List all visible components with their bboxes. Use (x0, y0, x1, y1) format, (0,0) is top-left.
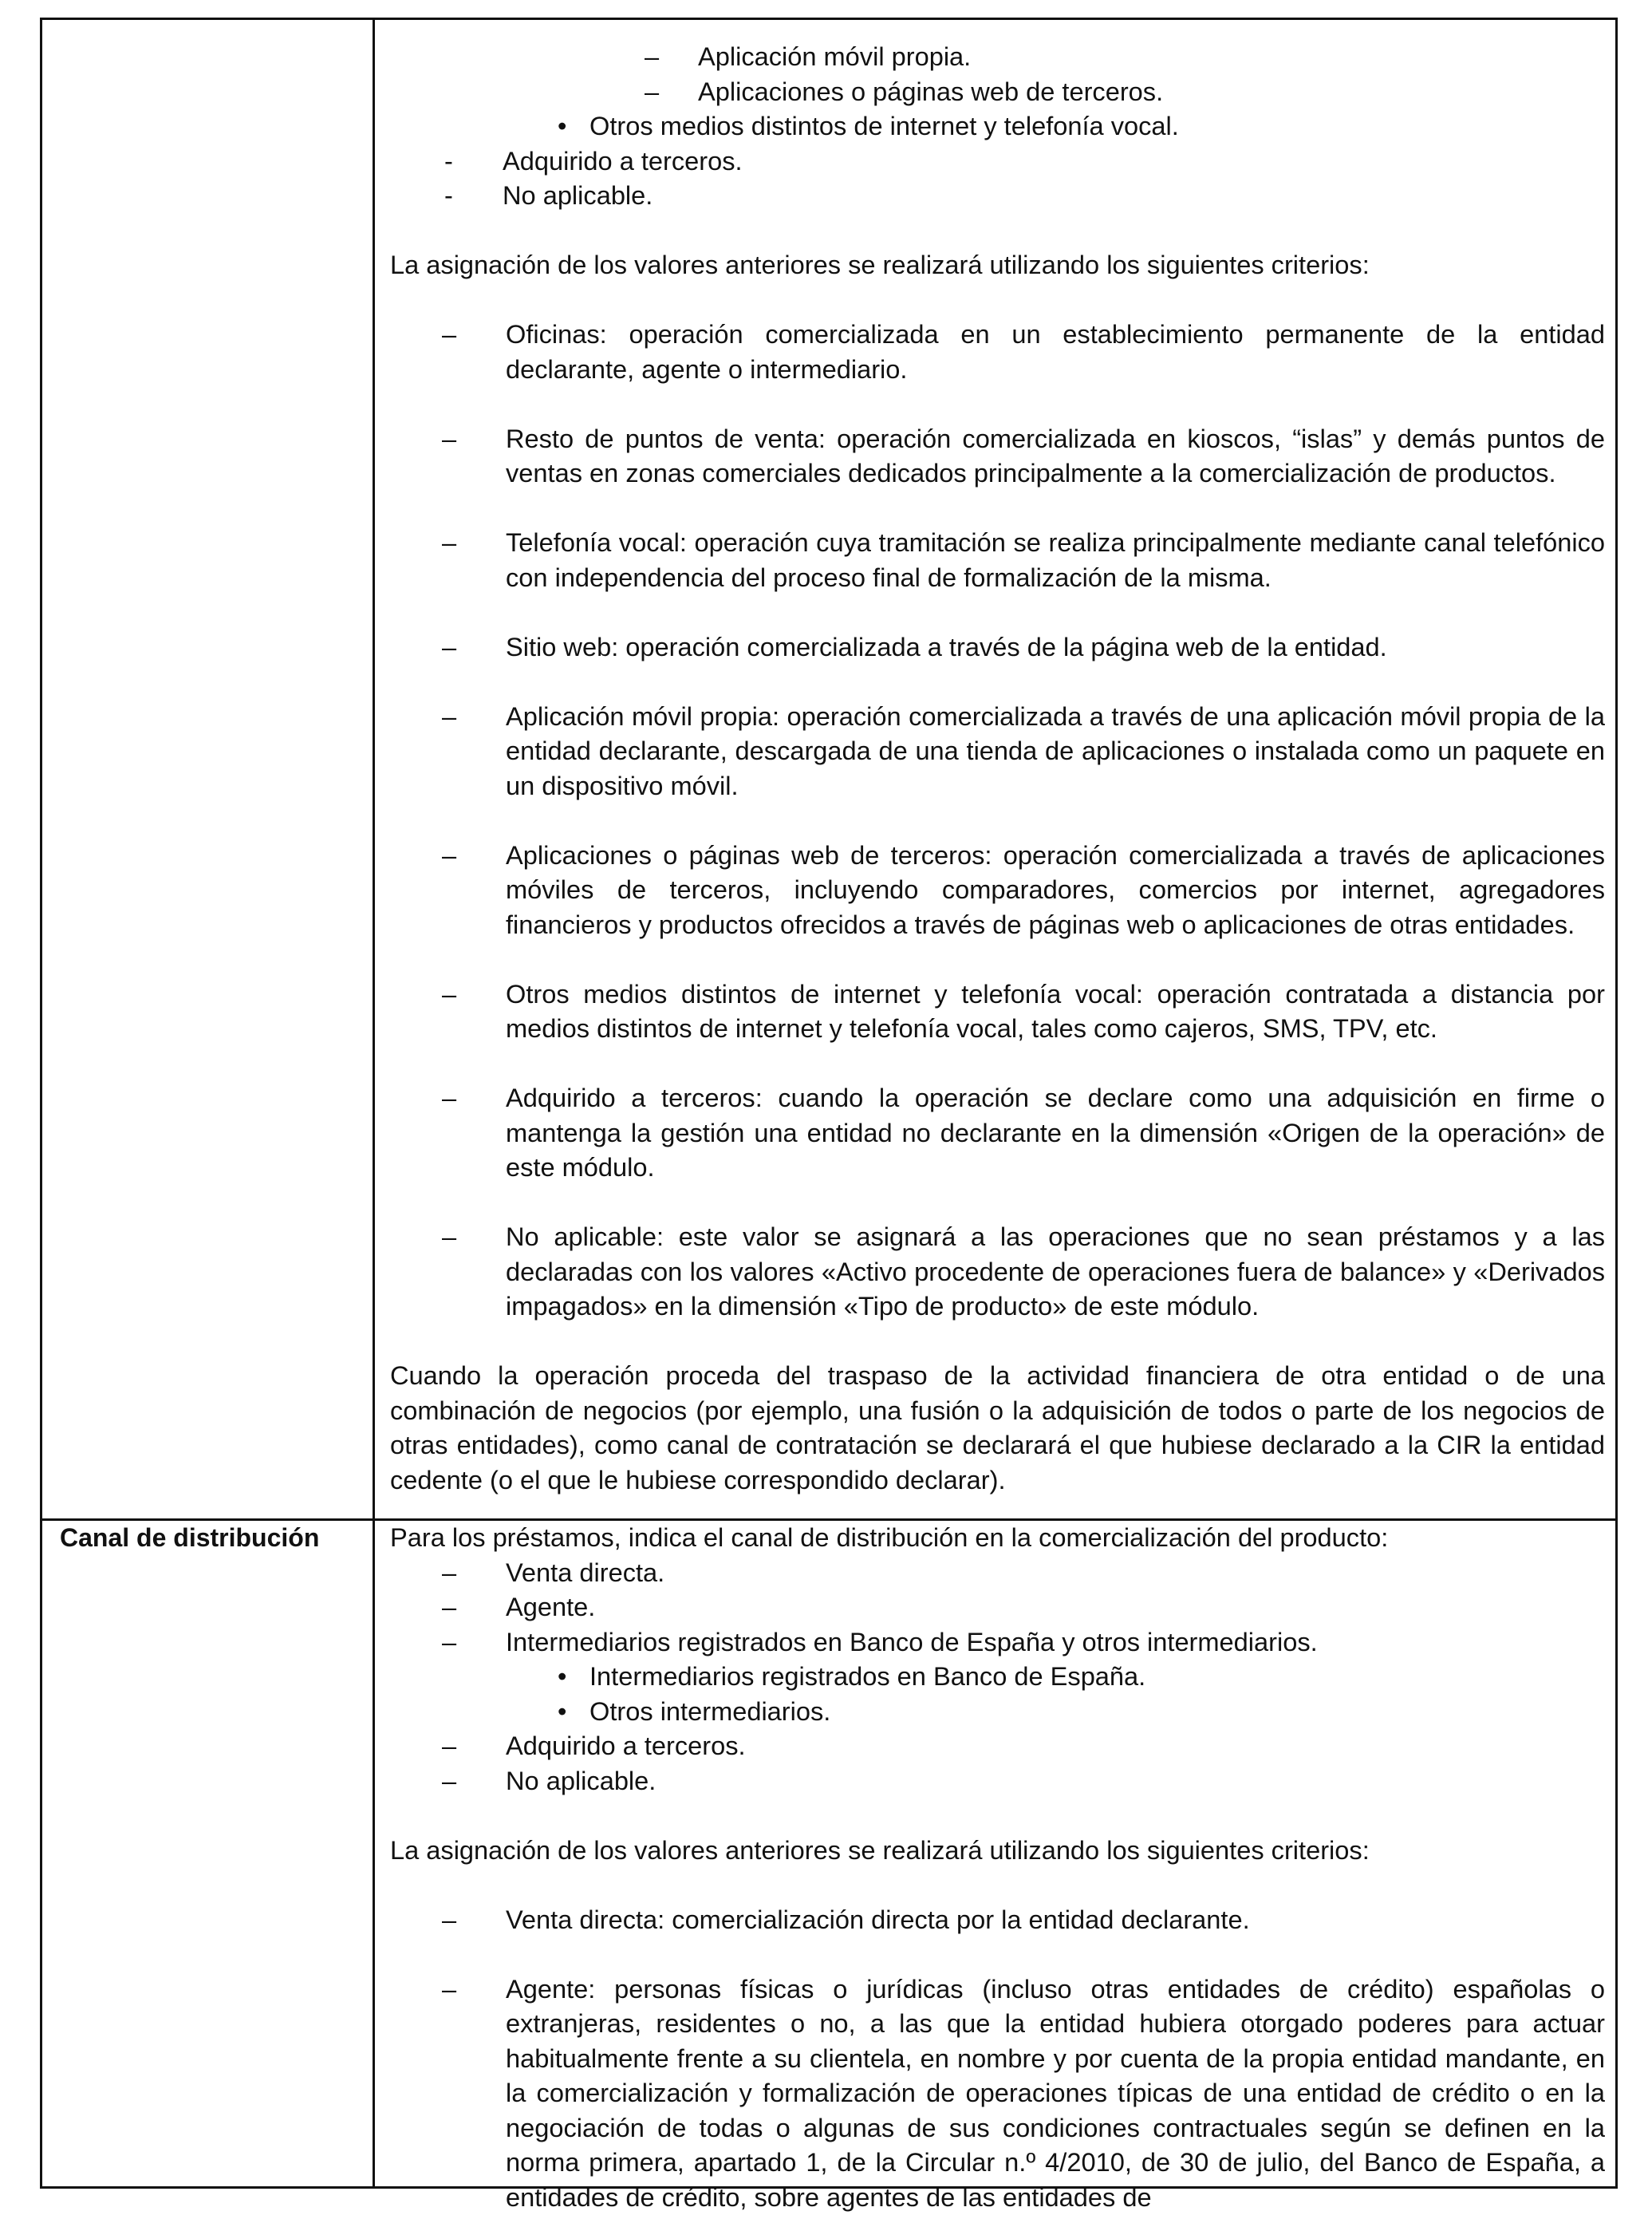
closing-paragraph: Cuando la operación proceda del traspaso de la actividad financiera de otra entidad o de una combinación de negocios (por ejemplo, una fusión o la adquisición de todos o parte de los negocios de otras entidades), como canal de contratación se declarará el que hubiese declarado a la CIR la entidad cedente (o el que le hubiese correspondido declarar). (390, 1360, 1605, 1494)
criteria-intro: La asignación de los valores anteriores se realizará utilizando los siguientes criterios: (390, 1834, 1370, 1865)
criteria-item: – Agente: personas físicas o jurídicas (incluso otras entidades de crédito) españolas o extranjeras, residentes o no, a las que la entidad hubiera otorgado poderes para actuar habitualmente frente a su clientela, en nombre y por cuenta de la propia entidad mandante, en la comercialización y formalización de operaciones típicas de una entidad de crédito o en la negociación de todas o algunas de sus condiciones contractuales según se definen en la norma primera, apartado 1, de la Circular n.º 4/2010, de 30 de julio, del Banco de España, a entidades de crédito, sobre agentes de las entidades de (442, 1973, 1605, 2212)
column-divider (373, 20, 375, 2186)
dimension-label: Canal de distribución (60, 1523, 320, 1552)
criteria-intro: La asignación de los valores anteriores se realizará utilizando los siguientes criterios: (390, 250, 1370, 279)
criteria-item: – Aplicación móvil propia: operación comercializada a través de una aplicación móvil propia de la entidad declarante, descargada de una tienda de aplicaciones o instalada como un paquete en un dispositivo móvil. (442, 701, 1605, 800)
row2-description-cell (390, 1520, 1605, 2214)
document-table (40, 18, 1618, 2212)
list-item: – Aplicaciones o páginas web de terceros. (645, 76, 1164, 106)
list-item: – Aplicación móvil propia. (645, 41, 972, 71)
intro-text: Para los préstamos, indica el canal de distribución en la comercialización del producto: (390, 1522, 1389, 1552)
criteria-item: – Sitio web: operación comercializada a través de la página web de la entidad. (442, 631, 1387, 661)
list-item: – Agente. (442, 1592, 596, 1621)
list-item: - Adquirido a terceros. (444, 145, 743, 176)
criteria-item: – Otros medios distintos de internet y telefonía vocal: operación contratada a distancia por medios distintos de internet y telefonía vocal, tales como cajeros, SMS, TPV, etc. (442, 978, 1605, 1043)
row1-description-cell (390, 39, 1605, 1497)
criteria-item: – No aplicable: este valor se asignará a las operaciones que no sean préstamos y a las declaradas con los valores «Activo procedente de operaciones fuera de balance» y «Derivados impagados» en la dimensión «Tipo de producto» de este módulo. (442, 1222, 1605, 1321)
criteria-item: – Aplicaciones o páginas web de terceros: operación comercializada a través de aplicaciones móviles de terceros, incluyendo comparadores, comercios por internet, agregadores financieros y productos ofrecidos a través de páginas web o aplicaciones de otras entidades. (442, 839, 1605, 939)
criteria-item: – Venta directa: comercialización directa por la entidad declarante. (442, 1904, 1250, 1934)
list-item: • Otros intermediarios. (558, 1696, 831, 1726)
list-item: – Intermediarios registrados en Banco de España y otros intermediarios. (442, 1626, 1318, 1656)
list-item: – Adquirido a terceros. (442, 1731, 746, 1760)
list-item: – No aplicable. (442, 1765, 656, 1795)
list-item: – Venta directa. (442, 1557, 665, 1587)
criteria-item: – Oficinas: operación comercializada en un establecimiento permanente de la entidad declarante, agente o intermediario. (442, 319, 1605, 384)
list-item: • Intermediarios registrados en Banco de España. (558, 1661, 1146, 1691)
list-item: - No aplicable. (444, 180, 653, 210)
list-item: • Otros medios distintos de internet y telefonía vocal. (558, 111, 1179, 140)
criteria-item: – Resto de puntos de venta: operación comercializada en kioscos, “islas” y demás puntos de ventas en zonas comerciales dedicados principalmente a la comercialización de productos. (442, 423, 1605, 488)
criteria-item: – Telefonía vocal: operación cuya tramitación se realiza principalmente mediante canal telefónico con independencia del proceso final de formalización de la misma. (442, 527, 1605, 592)
criteria-item: – Adquirido a terceros: cuando la operación se declare como una adquisición en firme o mantenga la gestión una entidad no declarante en la dimensión «Origen de la operación» de este módulo. (442, 1083, 1605, 1182)
